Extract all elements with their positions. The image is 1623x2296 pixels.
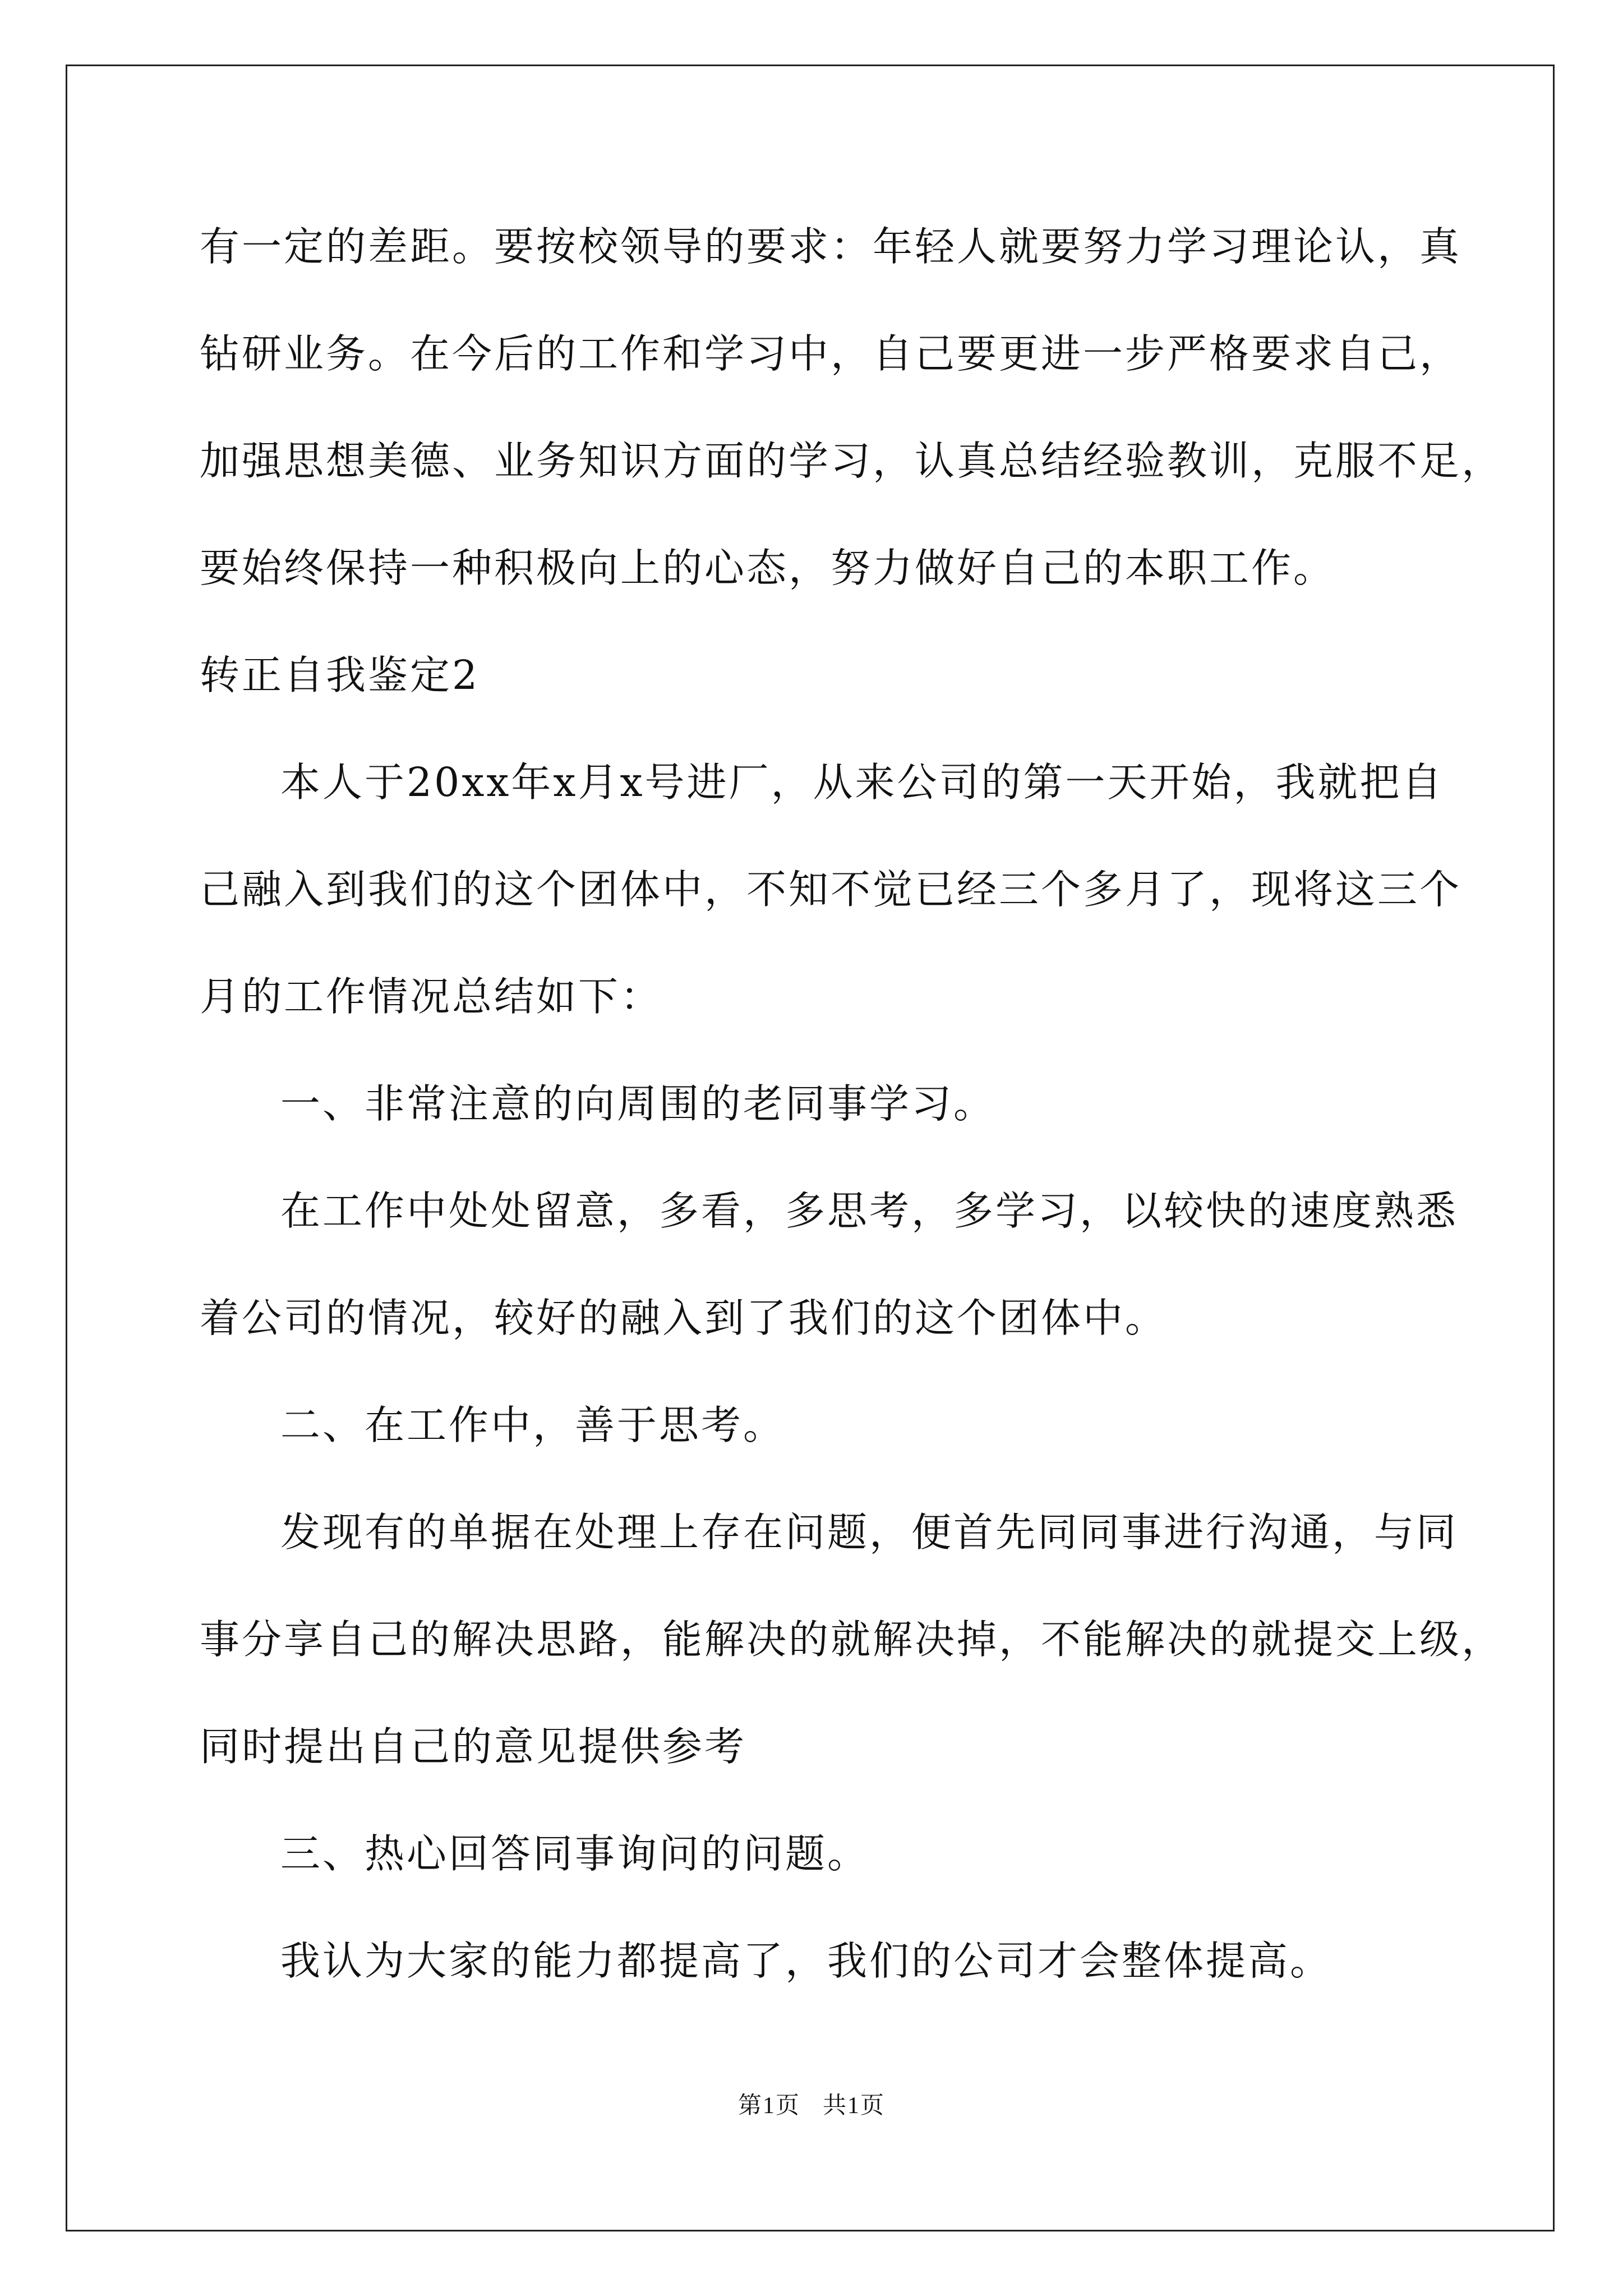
text-line: 要始终保持一种积极向上的心态，努力做好自己的本职工作。 (200, 545, 1336, 591)
text-line: 着公司的情况，较好的融入到了我们的这个团体中。 (200, 1295, 1168, 1341)
page-total: 共1页 (823, 2093, 886, 2119)
list-heading: 二、在工作中，善于思考。 (280, 1402, 786, 1448)
text-line: 月的工作情况总结如下： (200, 973, 663, 1020)
text-line: 己融入到我们的这个团体中，不知不觉已经三个多月了，现将这三个 (200, 866, 1462, 913)
list-heading: 一、非常注意的向周围的老同事学习。 (280, 1080, 996, 1127)
text-line: 事分享自己的解决思路，能解决的就解决掉，不能解决的就提交上级， (200, 1616, 1504, 1663)
text-line: 钻研业务。在今后的工作和学习中，自己要更进一步严格要求自己， (200, 330, 1462, 377)
page-number: 第1页 (737, 2093, 800, 2119)
text-line: 同时提出自己的意见提供参考 (200, 1723, 747, 1770)
page-footer (0, 2087, 1623, 2120)
page-border (66, 65, 1555, 2231)
text-line: 加强思想美德、业务知识方面的学习，认真总结经验教训，克服不足， (200, 438, 1504, 484)
text-line: 本人于20xx年x月x号进厂，从来公司的第一天开始，我就把自 (280, 759, 1444, 806)
text-line: 有一定的差距。要按校领导的要求：年轻人就要努力学习理论认，真 (200, 223, 1462, 270)
text-line: 在工作中处处留意，多看，多思考，多学习，以较快的速度熟悉 (280, 1188, 1459, 1234)
list-heading: 三、热心回答同事询问的问题。 (280, 1830, 870, 1877)
section-heading: 转正自我鉴定2 (200, 652, 480, 698)
text-line: 我认为大家的能力都提高了，我们的公司才会整体提高。 (280, 1938, 1332, 1984)
text-line: 发现有的单据在处理上存在问题，便首先同同事进行沟通，与同 (280, 1509, 1459, 1556)
